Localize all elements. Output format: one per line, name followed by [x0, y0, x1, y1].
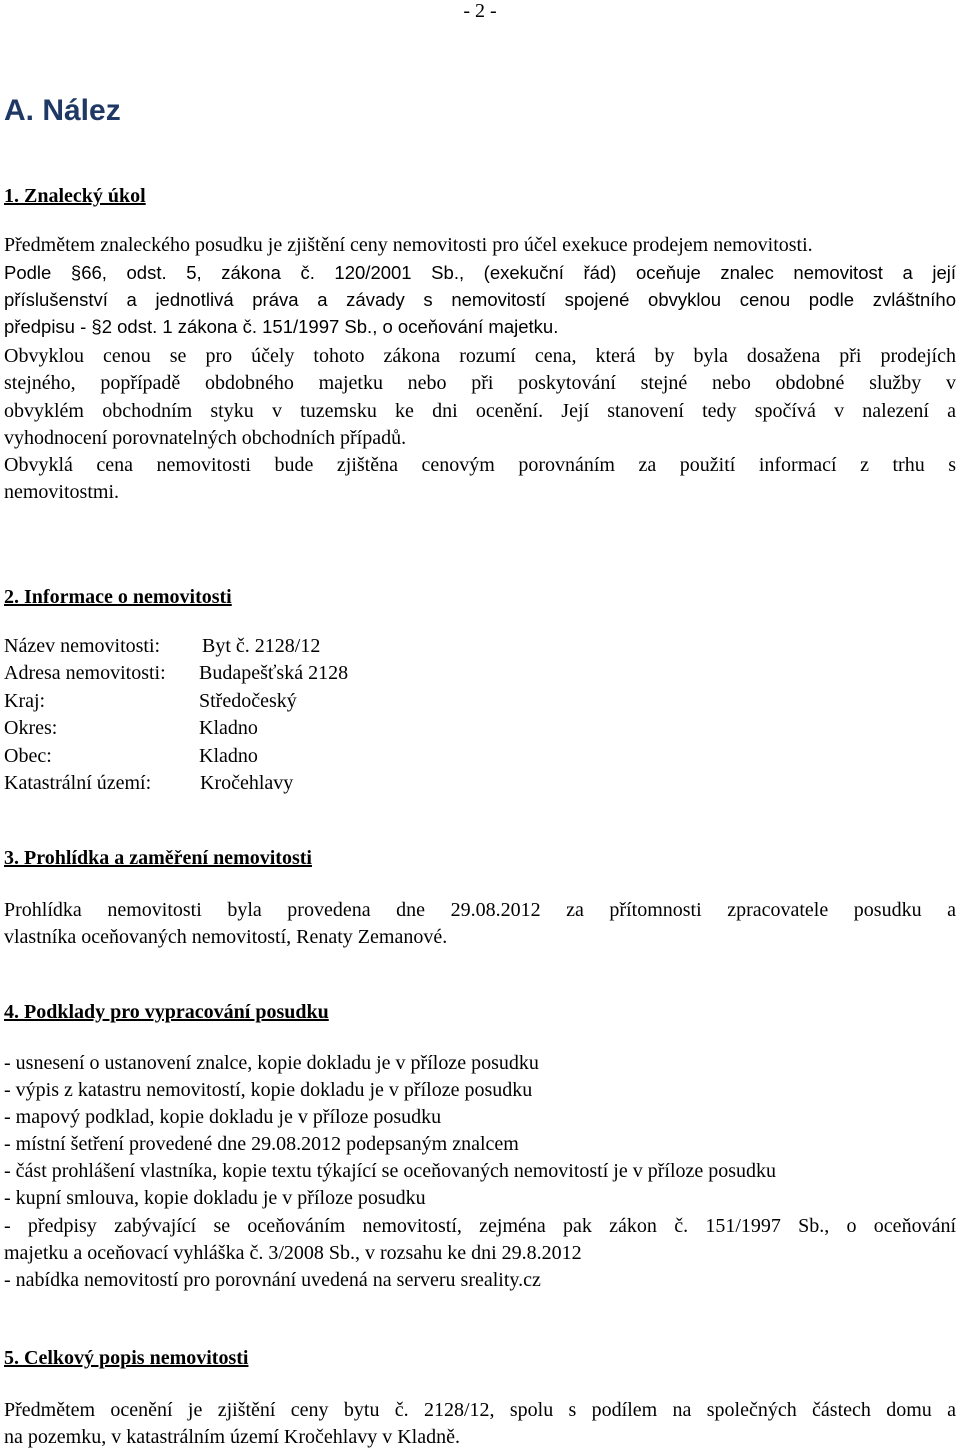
section-heading-sources: 4. Podklady pro vypracování posudku	[4, 1001, 329, 1023]
info-label: Název nemovitosti:	[4, 635, 161, 657]
info-label: Okres:	[4, 717, 58, 740]
info-value: Byt č. 2128/12	[202, 635, 321, 657]
info-value: Kladno	[199, 717, 258, 740]
section-heading-description: 5. Celkový popis nemovitosti	[4, 1347, 249, 1369]
page-number: - 2 -	[463, 0, 497, 22]
text-line: obvyklém obchodním styku v tuzemsku ke dni ocenění. Její stanovení tedy spočívá v nalezení a	[4, 399, 956, 422]
text-line: na pozemku, v katastrálním území Kročehlavy v Kladně.	[4, 1426, 460, 1449]
section-heading-inspection: 3. Prohlídka a zaměření nemovitosti	[4, 847, 312, 869]
text-line: stejného, popřípadě obdobného majetku nebo při poskytování stejné nebo obdobné služby v	[4, 372, 956, 395]
list-item: - část prohlášení vlastníka, kopie textu týkající se oceňovaných nemovitostí je v příloze posudku	[4, 1160, 777, 1183]
paragraph-legal-basis	[4, 259, 956, 340]
info-value: Kročehlavy	[200, 771, 294, 794]
paragraph-usual-price	[4, 343, 956, 507]
info-label: Katastrální území:	[4, 771, 152, 794]
info-label: Obec:	[4, 744, 52, 767]
text-line: Prohlídka nemovitosti byla provedena dne 29.08.2012 za přítomnosti zpracovatele posudku a	[4, 899, 956, 921]
info-value: Středočeský	[199, 689, 297, 712]
text-line: předpisu - §2 odst. 1 zákona č. 151/1997 Sb., o oceňování majetku.	[4, 316, 559, 337]
sources-list	[4, 1050, 956, 1294]
text-line: Obvyklá cena nemovitosti bude zjištěna cenovým porovnáním za použití informací z trhu s	[4, 454, 956, 477]
property-info-list	[4, 633, 349, 797]
paragraph-purpose	[4, 232, 956, 259]
info-label: Kraj:	[4, 689, 46, 712]
info-label: Adresa nemovitosti:	[4, 662, 166, 685]
list-item: - mapový podklad, kopie dokladu je v příloze posudku	[4, 1106, 442, 1129]
list-item: - předpisy zabývající se oceňováním nemovitostí, zejména pak zákon č. 151/1997 Sb., o oceňování	[4, 1214, 956, 1237]
info-value: Kladno	[199, 744, 258, 767]
text-line: vlastníka oceňovaných nemovitostí, Renaty Zemanové.	[4, 926, 448, 949]
text-line: vyhodnocení porovnatelných obchodních případů.	[4, 426, 407, 449]
list-item: - výpis z katastru nemovitostí, kopie dokladu je v příloze posudku	[4, 1079, 533, 1102]
info-row-name	[4, 633, 321, 660]
text-line: Předmětem znaleckého posudku je zjištění ceny nemovitosti pro účel exekuce prodejem nemovitosti.	[4, 234, 813, 256]
page-title: A. Nález	[4, 94, 121, 127]
list-item: majetku a oceňovací vyhláška č. 3/2008 Sb., v rozsahu ke dni 29.8.2012	[4, 1241, 582, 1264]
text-line: Podle §66, odst. 5, zákona č. 120/2001 Sb., (exekuční řád) oceňuje znalec nemovitost a její	[4, 262, 956, 283]
text-line: příslušenství a jednotlivá práva a závady s nemovitostí spojené obvyklou cenou podle zvláštního	[4, 289, 956, 310]
info-row-district	[4, 715, 258, 742]
text-line: Obvyklou cenou se pro účely tohoto zákona rozumí cena, která by byla dosažena při prodejích	[4, 345, 956, 367]
list-item: - nabídka nemovitostí pro porovnání uvedená na serveru sreality.cz	[4, 1268, 541, 1291]
section-heading-task: 1. Znalecký úkol	[4, 185, 146, 207]
info-row-cadastral-area	[4, 770, 294, 797]
text-line: nemovitostmi.	[4, 481, 119, 504]
info-row-region	[4, 688, 297, 715]
info-row-address	[4, 660, 349, 687]
list-item: - místní šetření provedené dne 29.08.2012 podepsaným znalcem	[4, 1133, 519, 1156]
paragraph-inspection	[4, 897, 956, 952]
info-value: Budapešťská 2128	[199, 662, 349, 685]
section-heading-property-info: 2. Informace o nemovitosti	[4, 586, 232, 608]
text-line: Předmětem ocenění je zjištění ceny bytu č. 2128/12, spolu s podílem na společných částech domu a	[4, 1399, 956, 1421]
info-row-municipality	[4, 743, 258, 770]
list-item: - usnesení o ustanovení znalce, kopie dokladu je v příloze posudku	[4, 1052, 539, 1074]
list-item: - kupní smlouva, kopie dokladu je v příloze posudku	[4, 1187, 426, 1210]
paragraph-description	[4, 1397, 956, 1452]
